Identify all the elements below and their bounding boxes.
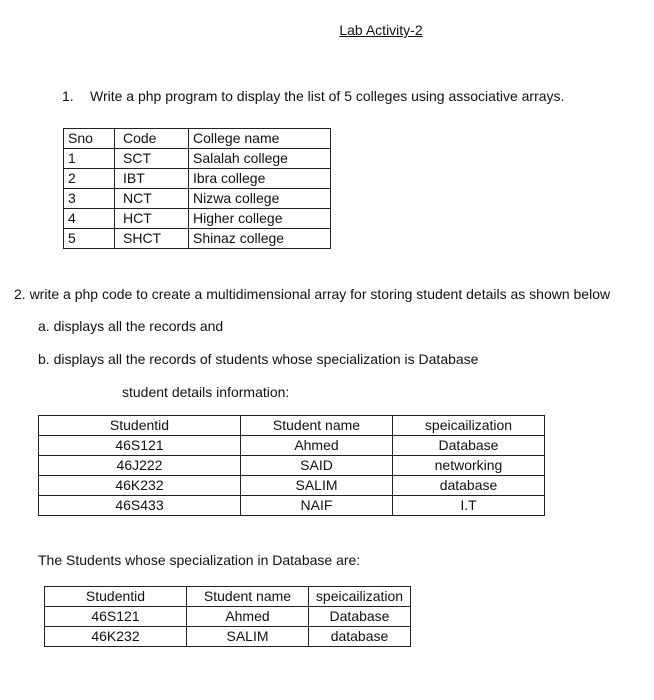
table-cell: I.T (393, 496, 545, 516)
header-cell: speicailization (309, 587, 411, 607)
question-1 (62, 88, 564, 104)
table-cell: 46S121 (45, 607, 187, 627)
header-cell: College name (189, 129, 331, 149)
table-row (45, 627, 411, 647)
table-cell: SALIM (187, 627, 309, 647)
header-cell: Student name (187, 587, 309, 607)
table-row (39, 456, 545, 476)
table-cell: 3 (64, 189, 115, 209)
table-cell: NCT (115, 189, 189, 209)
table-cell: 46S433 (39, 496, 241, 516)
table-cell: Higher college (189, 209, 331, 229)
table-row (45, 607, 411, 627)
table-cell: Nizwa college (189, 189, 331, 209)
table-row (64, 189, 331, 209)
table-row (64, 209, 331, 229)
table-row (64, 169, 331, 189)
table-cell: Salalah college (189, 149, 331, 169)
table-cell: Shinaz college (189, 229, 331, 249)
student-details-label: student details information: (122, 384, 290, 400)
table-cell: Database (309, 607, 411, 627)
table-cell: networking (393, 456, 545, 476)
question-1-text: Write a php program to display the list of 5 colleges using associative arrays. (90, 88, 565, 104)
header-cell: Studentid (45, 587, 187, 607)
header-cell: Studentid (39, 416, 241, 436)
table-cell: SAID (241, 456, 393, 476)
table-cell: SHCT (115, 229, 189, 249)
question-1-number: 1. (62, 88, 74, 104)
database-students-table (44, 586, 411, 647)
header-cell: Sno (64, 129, 115, 149)
table-cell: IBT (115, 169, 189, 189)
students-table (38, 415, 545, 516)
header-cell: Student name (241, 416, 393, 436)
table-cell: Ahmed (187, 607, 309, 627)
table-cell: 4 (64, 209, 115, 229)
table-header-row (45, 587, 411, 607)
table-cell: database (393, 476, 545, 496)
table-cell: Ahmed (241, 436, 393, 456)
table-cell: 46J222 (39, 456, 241, 476)
header-cell: speicailization (393, 416, 545, 436)
database-students-label: The Students whose specialization in Database are: (38, 552, 361, 568)
table-cell: Ibra college (189, 169, 331, 189)
table-cell: 46S121 (39, 436, 241, 456)
table-row (39, 496, 545, 516)
table-row (64, 149, 331, 169)
table-cell: SCT (115, 149, 189, 169)
table-cell: SALIM (241, 476, 393, 496)
table-cell: HCT (115, 209, 189, 229)
table-row (64, 229, 331, 249)
table-header-row (39, 416, 545, 436)
colleges-table (63, 128, 331, 249)
table-cell: database (309, 627, 411, 647)
table-cell: 46K232 (45, 627, 187, 647)
table-row (39, 436, 545, 456)
table-cell: 46K232 (39, 476, 241, 496)
table-cell: 5 (64, 229, 115, 249)
table-row (39, 476, 545, 496)
header-cell: Code (115, 129, 189, 149)
question-2-part-b: b. displays all the records of students whose specialization is Database (38, 351, 479, 367)
table-cell: 1 (64, 149, 115, 169)
table-header-row (64, 129, 331, 149)
table-cell: 2 (64, 169, 115, 189)
question-2-part-a: a. displays all the records and (38, 318, 224, 334)
question-2-text: 2. write a php code to create a multidimensional array for storing student details as shown below (14, 286, 611, 302)
table-cell: Database (393, 436, 545, 456)
table-cell: NAIF (241, 496, 393, 516)
page-title: Lab Activity-2 (339, 22, 423, 38)
